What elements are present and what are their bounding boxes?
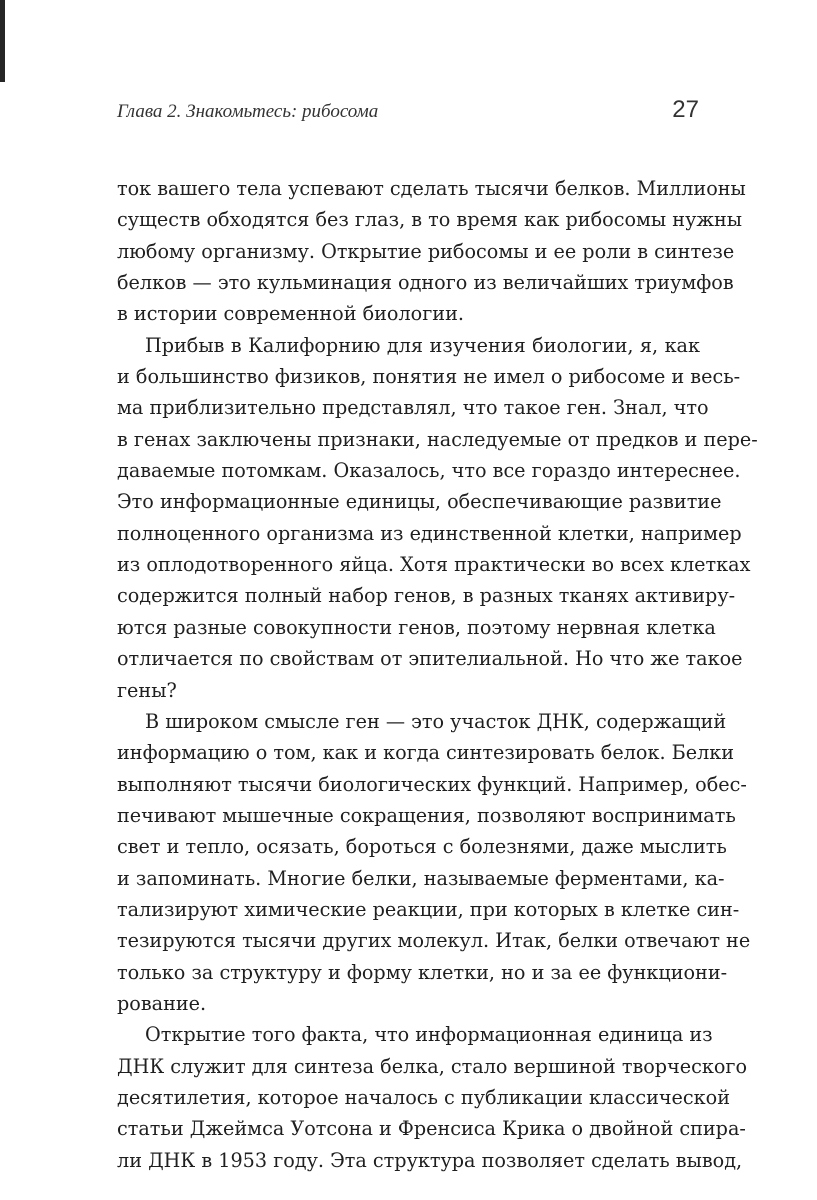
- text-line: ются разные совокупности генов, поэтому нервная клетка: [117, 615, 716, 639]
- text-line: тализируют химические реакции, при которых в клетке син-: [117, 897, 740, 921]
- text-line: и запоминать. Многие белки, называемые ферментами, ка-: [117, 866, 725, 890]
- text-line: В широком смысле ген — это участок ДНК, содержащий: [145, 709, 727, 733]
- text-line: только за структуру и форму клетки, но и за ее функциони-: [117, 960, 728, 984]
- text-line: Это информационные единицы, обеспечивающие развитие: [117, 490, 722, 514]
- text-line: даваемые потомкам. Оказалось, что все гораздо интереснее.: [117, 459, 741, 483]
- text-line: полноценного организма из единственной клетки, например: [117, 521, 742, 545]
- text-line: свет и тепло, осязать, бороться с болезнями, даже мыслить: [117, 835, 727, 859]
- text-line: ток вашего тела успевают сделать тысячи белков. Миллионы: [117, 177, 746, 200]
- text-line: статьи Джеймса Уотсона и Френсиса Крика о двойной спира-: [117, 1117, 746, 1141]
- text-line: выполняют тысячи биологических функций. Например, обес-: [117, 772, 747, 796]
- text-line: любому организму. Открытие рибосомы и ее роли в синтезе: [117, 239, 735, 263]
- text-line: в истории современной биологии.: [117, 302, 464, 326]
- page-number: 27: [672, 96, 699, 123]
- text-line: существ обходятся без глаз, в то время как рибосомы нужны: [117, 208, 743, 232]
- text-line: ма приблизительно представлял, что такое ген. Знал, что: [117, 396, 709, 420]
- body-text: [117, 173, 758, 1176]
- text-line: ДНК служит для синтеза белка, стало вершиной творческого: [117, 1054, 748, 1078]
- text-line: Прибыв в Калифорнию для изучения биологии, я, как: [145, 333, 700, 357]
- text-line: и большинство физиков, понятия не имел о рибосоме и весь-: [117, 365, 741, 389]
- text-line: белков — это кульминация одного из величайших триумфов: [117, 271, 734, 295]
- text-line: гены?: [117, 678, 177, 702]
- text-line: печивают мышечные сокращения, позволяют воспринимать: [117, 803, 736, 827]
- text-line: десятилетия, которое началось с публикации классической: [117, 1085, 730, 1109]
- text-line: в генах заключены признаки, наследуемые от предков и пере-: [117, 427, 758, 451]
- text-line: рование.: [117, 991, 207, 1015]
- text-line: из оплодотворенного яйца. Хотя практически во всех клетках: [117, 553, 751, 577]
- text-line: ли ДНК в 1953 году. Эта структура позволяет сделать вывод,: [117, 1148, 743, 1172]
- text-line: отличается по свойствам от эпителиальной. Но что же такое: [117, 647, 743, 671]
- text-line: информацию о том, как и когда синтезировать белок. Белки: [117, 741, 735, 765]
- text-line: содержится полный набор генов, в разных тканях активиру-: [117, 584, 736, 608]
- page-edge-line: [0, 0, 5, 82]
- text-line: Открытие того факта, что информационная единица из: [145, 1023, 713, 1047]
- running-head: Глава 2. Знакомьтесь: рибосома: [117, 101, 379, 122]
- text-line: тезируются тысячи других молекул. Итак, белки отвечают не: [117, 929, 751, 953]
